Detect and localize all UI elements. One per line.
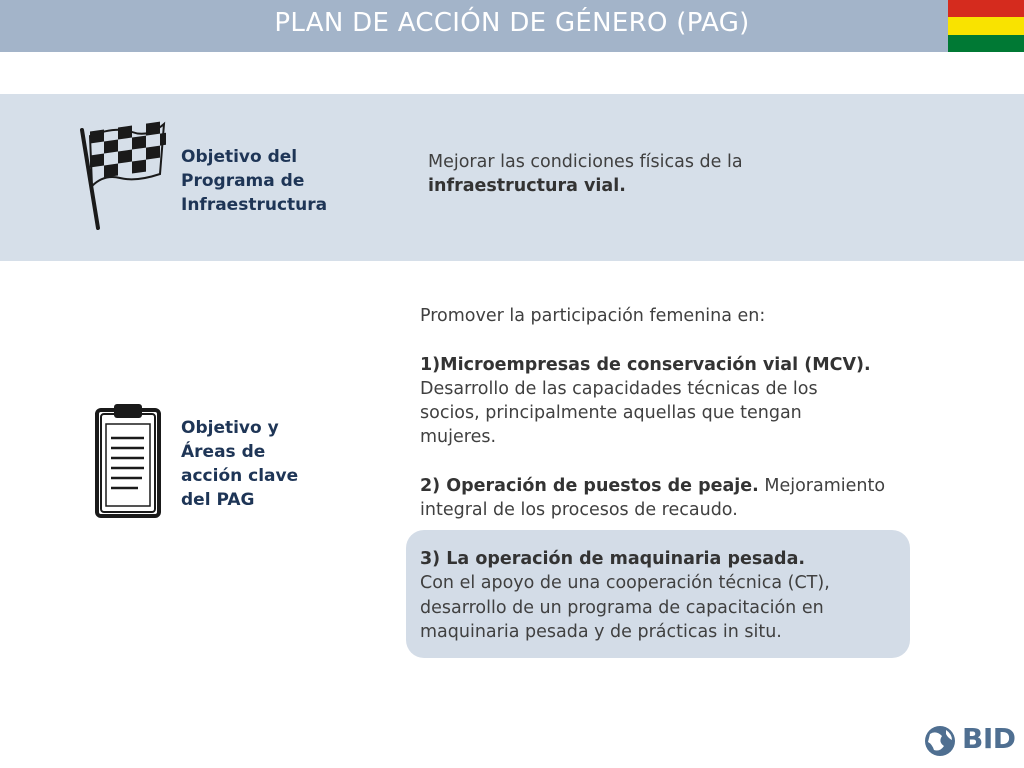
flag-stripe-red bbox=[948, 0, 1024, 17]
spacer bbox=[420, 523, 910, 547]
bolivia-flag-icon bbox=[948, 0, 1024, 52]
clipboard-icon bbox=[92, 402, 164, 520]
bid-logo-text: BID bbox=[962, 722, 1016, 755]
item2-first-line bbox=[420, 474, 910, 498]
pag-objective-text bbox=[420, 304, 910, 644]
intro-line: Promover la participación femenina en: bbox=[420, 306, 766, 326]
pag-objective-label bbox=[181, 416, 298, 512]
label-line: del PAG bbox=[181, 490, 255, 510]
item1-line: socios, principalmente aquellas que tengan bbox=[420, 403, 802, 424]
label-line: Objetivo y bbox=[181, 418, 279, 438]
label-line: Áreas de bbox=[181, 442, 266, 462]
header-bar bbox=[0, 0, 1024, 52]
infrastructure-objective-label bbox=[181, 145, 327, 217]
infrastructure-objective-text bbox=[428, 150, 828, 199]
checkered-flag-icon bbox=[76, 108, 168, 232]
item2-line: integral de los procesos de recaudo. bbox=[420, 500, 738, 521]
item3-line: desarrollo de un programa de capacitación en bbox=[420, 597, 824, 618]
label-line: Infraestructura bbox=[181, 195, 328, 215]
label-line: Objetivo del bbox=[181, 147, 298, 167]
item3-line: Con el apoyo de una cooperación técnica (CT), bbox=[420, 573, 830, 594]
page-title: PLAN DE ACCIÓN DE GÉNERO (PAG) bbox=[274, 8, 750, 38]
item3-line: maquinaria pesada y de prácticas in situ. bbox=[420, 621, 782, 642]
item2-tail: Mejoramiento bbox=[758, 476, 886, 497]
flag-stripe-yellow bbox=[948, 17, 1024, 34]
item2-heading: 2) Operación de puestos de peaje. bbox=[420, 476, 759, 497]
label-line: acción clave bbox=[181, 466, 299, 486]
item1-line: Desarrollo de las capacidades técnicas de los bbox=[420, 378, 818, 399]
label-line: Programa de bbox=[181, 171, 305, 191]
item3-heading: 3) La operación de maquinaria pesada. bbox=[420, 548, 806, 569]
item1-line: mujeres. bbox=[420, 427, 497, 448]
spacer bbox=[420, 450, 910, 474]
globe-icon bbox=[922, 724, 960, 758]
spacer bbox=[420, 328, 910, 352]
flag-stripe-green bbox=[948, 35, 1024, 52]
item1-heading: 1)Microempresas de conservación vial (MCV). bbox=[420, 354, 871, 375]
objective-text-line: Mejorar las condiciones físicas de la bbox=[428, 152, 743, 172]
objective-text-bold: infraestructura vial. bbox=[428, 176, 626, 197]
